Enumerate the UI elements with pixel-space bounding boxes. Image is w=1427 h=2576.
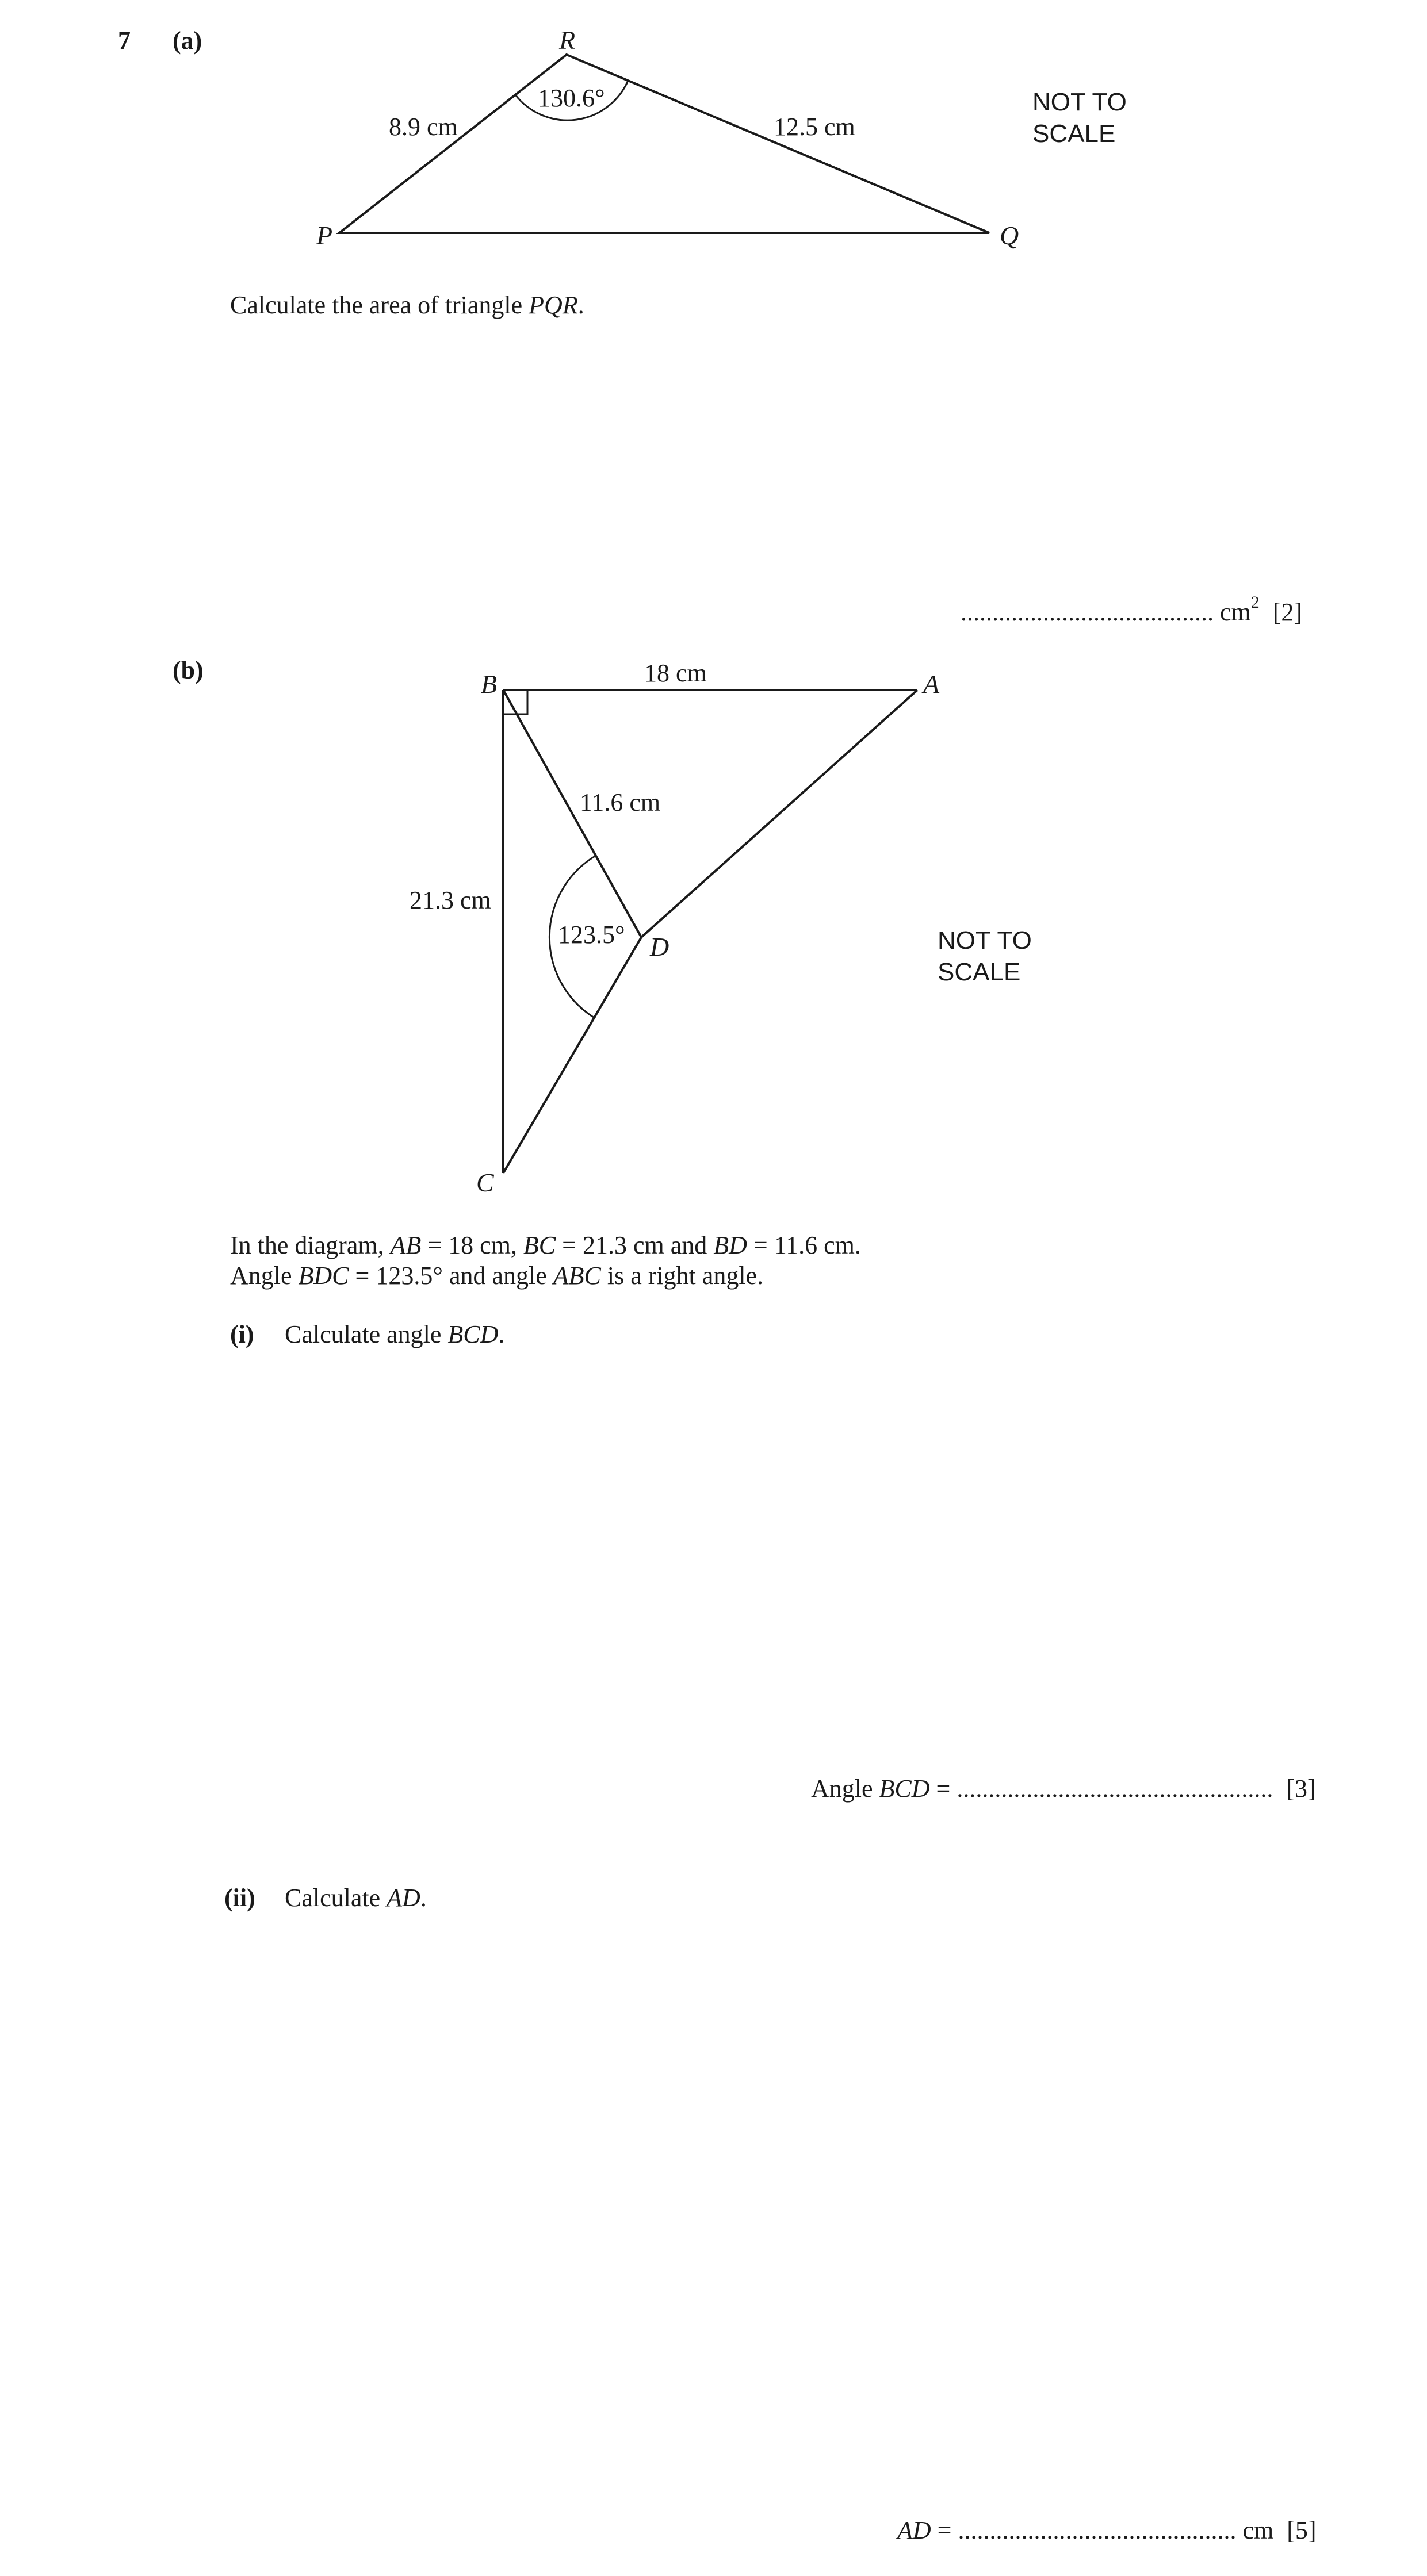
part-b-i-label: (i) <box>230 1320 254 1348</box>
side-rq-label: 12.5 cm <box>774 113 855 141</box>
angle-r-label: 130.6° <box>538 84 605 112</box>
marks-b-i: [3] <box>1286 1774 1316 1803</box>
side-bd-label: 11.6 cm <box>580 788 661 816</box>
side-bc-label: 21.3 cm <box>410 886 491 914</box>
vertex-c-label: C <box>476 1168 494 1197</box>
vertex-d-label: D <box>650 932 669 961</box>
part-b-label: (b) <box>173 656 204 684</box>
part-a-instruction: Calculate the area of triangle PQR. <box>230 291 584 319</box>
part-b-ii-answer-line: AD = ............................................ cm [5] <box>897 2516 1317 2544</box>
part-b-info-line2: Angle BDC = 123.5° and angle ABC is a right angle. <box>230 1262 764 1290</box>
vertex-p-label: P <box>316 221 333 250</box>
part-a-label: (a) <box>173 26 202 55</box>
side-pr-label: 8.9 cm <box>389 113 458 141</box>
not-to-scale-b-line1: NOT TO <box>938 926 1032 954</box>
side-da <box>641 690 917 937</box>
angle-d-label: 123.5° <box>558 921 625 949</box>
vertex-b-label: B <box>481 669 498 699</box>
not-to-scale-a-line2: SCALE <box>1032 120 1116 148</box>
part-a-answer-line: ........................................ $cm^2$ [2] <box>961 593 1303 626</box>
part-b-ii-label: (ii) <box>224 1884 255 1912</box>
marks-a: [2] <box>1272 598 1303 626</box>
part-b-ii-instruction: Calculate AD. <box>285 1884 427 1912</box>
part-b-info-line1: In the diagram, AB = 18 cm, BC = 21.3 cm and BD = 11.6 cm. <box>230 1231 861 1259</box>
marks-b-ii: [5] <box>1287 2516 1317 2544</box>
answer-dots-b-i[interactable]: .................................................. <box>957 1774 1273 1803</box>
part-b-i-instruction: Calculate angle BCD. <box>285 1320 505 1348</box>
vertex-r-label: R <box>559 25 576 55</box>
answer-dots-a[interactable]: ........................................ <box>961 598 1214 626</box>
side-dc <box>503 937 641 1173</box>
not-to-scale-b-line2: SCALE <box>938 958 1021 986</box>
not-to-scale-a-line1: NOT TO <box>1032 88 1127 116</box>
vertex-a-label: A <box>923 669 940 699</box>
vertex-q-label: Q <box>1000 221 1019 250</box>
question-number: 7 <box>118 26 131 55</box>
part-b-i-answer-line: Angle BCD = .................................................. [3] <box>811 1774 1316 1803</box>
answer-dots-b-ii[interactable]: ............................................ <box>958 2516 1237 2544</box>
side-ab-label: 18 cm <box>644 659 707 687</box>
